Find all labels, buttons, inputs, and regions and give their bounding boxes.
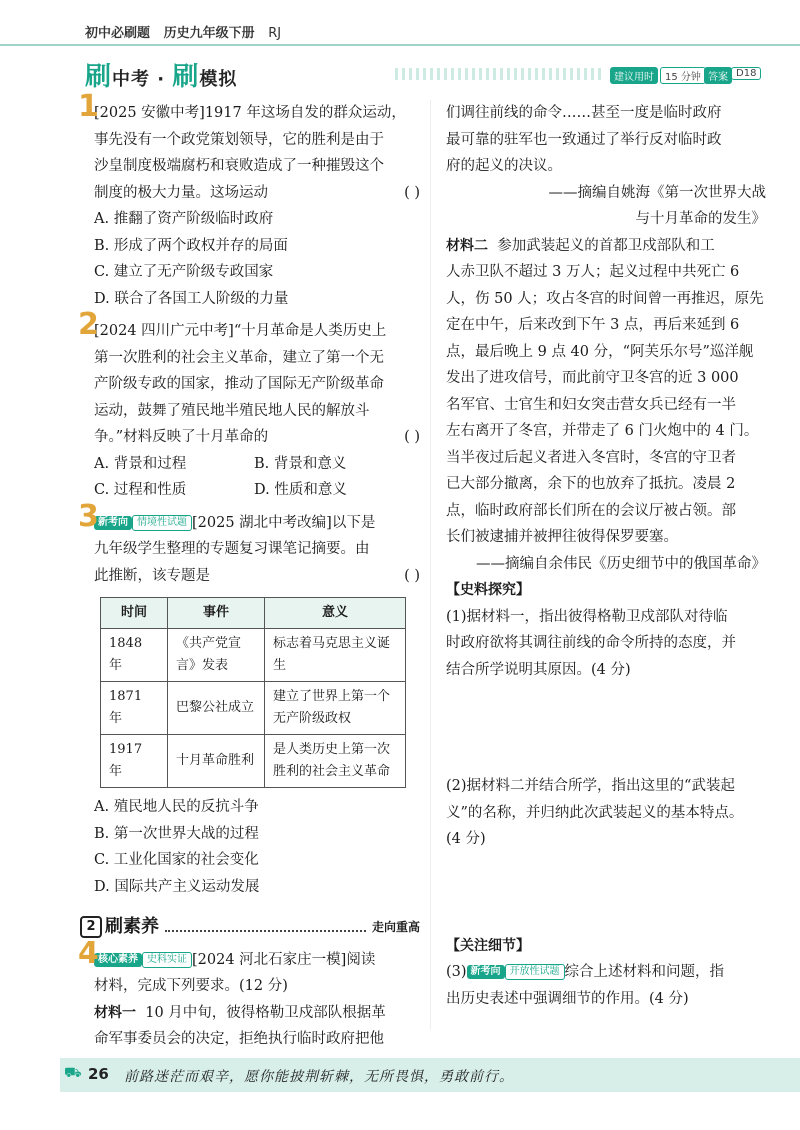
stem-text: [2025 湖北中考改编]以下是 — [192, 514, 376, 531]
table-cell: 十月革命胜利 — [168, 735, 265, 788]
option-a[interactable]: A. 殖民地人民的反抗斗争 — [94, 799, 259, 815]
sub-number: (3) — [446, 964, 467, 980]
option-b[interactable]: B. 背景和意义 — [254, 455, 347, 472]
sub-question-1: (1)据材料一，指出彼得格勒卫戍部队对待临 — [446, 608, 728, 625]
page-number: 26 — [88, 1065, 109, 1083]
material-text: 人赤卫队不超过 3 万人；起义过程中共死亡 6 — [446, 264, 740, 280]
column-divider — [430, 100, 431, 1030]
q3-stem — [80, 510, 420, 590]
material-2-start — [446, 233, 766, 260]
question-number: 4 — [78, 935, 99, 971]
answer-label: 答案 — [704, 67, 732, 84]
material-text: 发出了进攻信号，而此前守卫冬宫的近 3 000 — [446, 370, 739, 386]
right-column — [446, 100, 766, 1012]
table-cell: 1848 年 — [101, 629, 168, 682]
answer-space-1[interactable] — [446, 683, 766, 773]
question-4 — [78, 935, 420, 1053]
stem-line: 九年级学生整理的专题复习课笔记摘要。由 — [94, 541, 370, 557]
banner-char-3: 刷 — [172, 62, 200, 92]
material-text: 名军官、士官生和妇女突击营女兵已经有一半 — [446, 396, 736, 413]
option-c[interactable]: C. 建立了无产阶级专政国家 — [94, 264, 274, 280]
option-b[interactable]: B. 形成了两个政权并存的局面 — [94, 237, 288, 254]
table-cell: 《共产党宣言》发表 — [168, 629, 265, 682]
table-cell: 标志着马克思主义诞生 — [265, 629, 406, 682]
banner-char-1: 刷 — [85, 62, 113, 92]
stem-text: 争。”材料反映了十月革命的 — [94, 429, 269, 445]
stem-line: [2024 四川广元中考]“十月革命是人类历史上 — [94, 323, 387, 339]
edition: RJ — [268, 26, 282, 41]
stem-line: 事先没有一个政党策划领导，它的胜利是由于 — [94, 131, 384, 148]
answer-blank[interactable]: ( ) — [404, 567, 420, 584]
answer-blank[interactable]: ( ) — [404, 184, 420, 201]
banner-dots — [395, 68, 605, 80]
option-a[interactable]: A. 推翻了资产阶级临时政府 — [94, 211, 274, 227]
banner-char-4: 模拟 — [199, 69, 238, 90]
footer-bar — [60, 1058, 800, 1092]
section-banner-title — [85, 56, 237, 93]
stem-line-last — [94, 424, 420, 451]
question-number: 2 — [78, 307, 99, 342]
material-source: ——摘编自姚海《第一次世界大战 — [548, 184, 766, 201]
option-d[interactable]: D. 联合了各国工人阶级的力量 — [94, 290, 289, 307]
section-title: 刷素养 — [105, 916, 159, 937]
material-label: 材料二 — [446, 237, 488, 254]
running-header — [85, 22, 281, 41]
time-value: 15 分钟 — [660, 67, 706, 84]
table-header: 时间 — [101, 598, 168, 629]
option-d[interactable]: D. 国际共产主义运动发展 — [94, 878, 260, 895]
material-text: 最可靠的驻军也一致通过了举行反对临时政 — [446, 131, 722, 148]
table-header: 意义 — [265, 598, 406, 629]
new-trend-badge: 新考向 — [467, 965, 505, 979]
sub-question-2: (4 分) — [446, 831, 486, 847]
material-text: 们调往前线的命令……甚至一度是临时政府 — [446, 105, 722, 121]
sub-question-1: 时政府欲将其调往前线的命令所持的态度，并 — [446, 635, 736, 651]
situational-badge: 情境性试题 — [132, 515, 192, 531]
stem-line: 沙皇制度极端腐朽和衰败造成了一种摧毁这个 — [94, 158, 384, 174]
open-question-badge: 开放性试题 — [505, 964, 565, 980]
table-header: 事件 — [168, 598, 265, 629]
material-text: 当半夜过后起义者进入冬宫时，冬宫的守卫者 — [446, 449, 736, 466]
answer-blank[interactable]: ( ) — [404, 429, 420, 445]
table-row — [101, 735, 406, 788]
focus-heading: 【关注细节】 — [446, 937, 530, 954]
section-number-icon: 2 — [80, 916, 102, 938]
question-number: 1 — [78, 89, 99, 124]
notes-table — [100, 597, 406, 788]
question-3 — [78, 498, 420, 901]
answer-space-2[interactable] — [446, 853, 766, 933]
table-row — [101, 682, 406, 735]
answer-page: D18 — [731, 67, 761, 80]
option-a[interactable]: A. 背景和过程 — [94, 455, 187, 472]
table-cell: 巴黎公社成立 — [168, 682, 265, 735]
book-name: 历史九年级下册 — [163, 26, 255, 41]
stem-line: 运动，鼓舞了殖民地半殖民地人民的解放斗 — [94, 402, 370, 419]
table-cell: 是人类历史上第一次胜利的社会主义革命 — [265, 735, 406, 788]
material-source: 与十月革命的发生》 — [635, 211, 766, 227]
stem-line — [94, 510, 420, 537]
series-name: 初中必刷题 — [85, 26, 151, 41]
option-d[interactable]: D. 性质和意义 — [254, 482, 347, 498]
material-text: 左右离开了冬宫，并带走了 6 门火炮中的 4 门。 — [446, 423, 759, 439]
material-text: 10 月中旬，彼得格勒卫戍部队根据革 — [145, 1004, 386, 1021]
material-text: 定在中午，后来改到下午 3 点，再后来延到 6 — [446, 317, 740, 333]
material-text: 命军事委员会的决定，拒绝执行临时政府把他 — [94, 1031, 384, 1047]
stem-line-last — [94, 563, 420, 590]
table-cell: 1917 年 — [101, 735, 168, 788]
stem-line — [94, 947, 420, 974]
question-2 — [78, 307, 420, 504]
q2-stem — [80, 318, 420, 504]
core-literacy-badge: 核心素养 — [94, 953, 142, 967]
table-cell: 1871 年 — [101, 682, 168, 735]
material-text: 府的起义的决议。 — [446, 158, 562, 174]
material-source: ——摘编自余伟民《历史细节中的俄国革命》 — [476, 555, 766, 572]
header-divider — [0, 44, 800, 46]
sub-text: 综合上述材料和问题，指 — [564, 964, 725, 980]
q1-stem — [80, 100, 420, 312]
option-c[interactable]: C. 工业化国家的社会变化 — [94, 852, 259, 868]
sub-question-3 — [446, 959, 766, 986]
stem-line: [2025 安徽中考]1917 年这场自发的群众运动， — [94, 105, 406, 121]
sub-question-3: 出历史表述中强调细节的作用。(4 分) — [446, 990, 689, 1007]
table-row — [101, 629, 406, 682]
material-text: 点，最后晚上 9 点 40 分，“阿芙乐尔号”巡洋舰 — [446, 343, 754, 360]
material-text: 长们被逮捕并被押往彼得保罗要塞。 — [446, 529, 678, 545]
section-2-header — [80, 914, 420, 941]
table-cell: 建立了世界上第一个无产阶级政权 — [265, 682, 406, 735]
banner-char-2: 中考 · — [112, 69, 173, 90]
q4-stem — [80, 947, 420, 1053]
time-label: 建议用时 — [610, 67, 658, 84]
material-text: 人，伤 50 人；攻占冬宫的时间曾一再推迟，原先 — [446, 290, 764, 307]
sub-question-2: 义”的名称，并归纳此次武装起义的基本特点。 — [446, 804, 744, 821]
motto: 前路迷茫而艰辛，愿你能披荆斩棘，无所畏惧，勇敢前行。 — [124, 1069, 514, 1085]
stem-line: 第一次胜利的社会主义革命，建立了第一个无 — [94, 349, 384, 366]
option-row — [94, 451, 420, 478]
stem-line: 材料，完成下列要求。(12 分) — [94, 978, 288, 994]
stem-text: 制度的极大力量。这场运动 — [94, 184, 268, 201]
material-text: 已大部分撤离，余下的也放弃了抵抗。凌晨 2 — [446, 476, 736, 492]
left-column — [78, 89, 420, 1053]
stem-line-last — [94, 180, 420, 207]
option-c[interactable]: C. 过程和性质 — [94, 482, 187, 498]
evidence-badge: 史料实证 — [142, 952, 192, 968]
question-1 — [78, 89, 420, 312]
cart-icon: ⛟ — [64, 1065, 82, 1081]
stem-line: 产阶级专政的国家，推动了国际无产阶级革命 — [94, 376, 384, 392]
section-right-label: 走向重高 — [371, 920, 420, 934]
stem-text: [2024 河北石家庄一模]阅读 — [192, 951, 376, 968]
option-b[interactable]: B. 第一次世界大战的过程 — [94, 825, 259, 842]
question-number: 3 — [78, 498, 99, 534]
material-label: 材料一 — [94, 1004, 136, 1021]
material-text: 参加武装起义的首都卫戍部队和工 — [497, 237, 715, 254]
sub-question-1: 结合所学说明其原因。(4 分) — [446, 661, 631, 678]
table-header-row — [101, 598, 406, 629]
stem-text: 此推断，该专题是 — [94, 567, 210, 584]
sub-question-2: (2)据材料二并结合所学，指出这里的“武装起 — [446, 778, 735, 794]
material-1-start — [94, 1000, 420, 1027]
new-trend-badge: 新考向 — [94, 516, 132, 530]
q3-options — [80, 794, 420, 900]
material-text: 点，临时政府部长们所在的会议厅被占领。部 — [446, 502, 736, 519]
section-dotted-rule — [165, 930, 366, 932]
option-row — [94, 477, 420, 504]
explore-heading: 【史料探究】 — [446, 582, 530, 598]
